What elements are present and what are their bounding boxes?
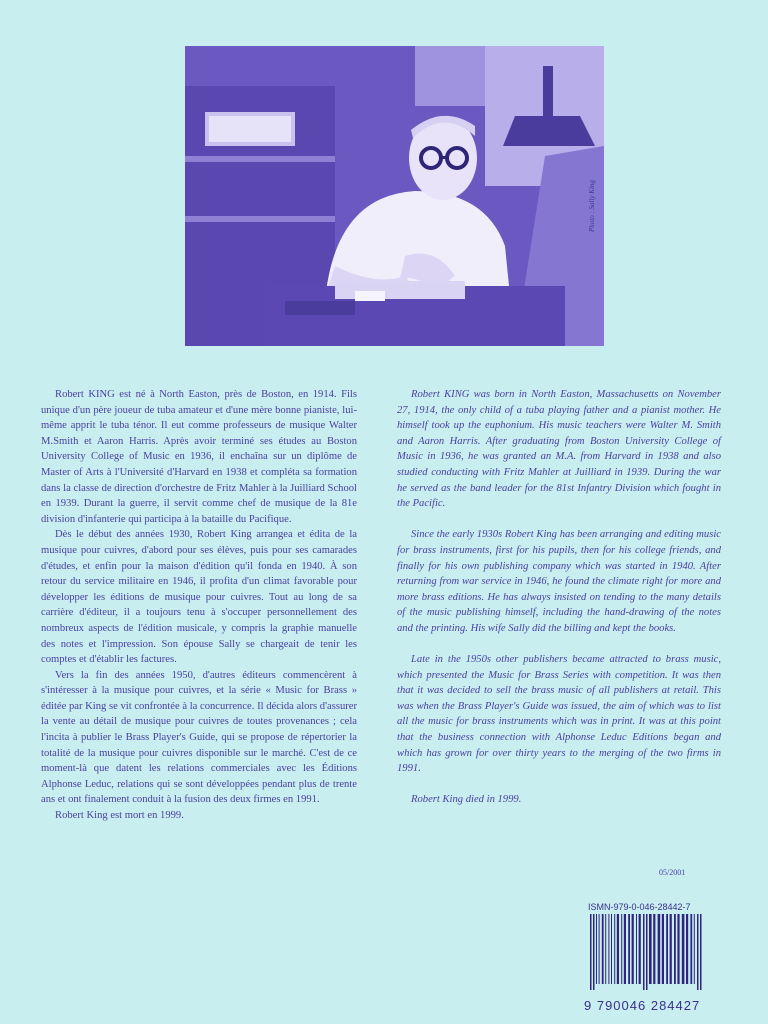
- barcode-bar: [653, 914, 655, 984]
- barcode-bar: [632, 914, 634, 984]
- barcode-bar: [700, 914, 702, 990]
- barcode-bar: [690, 914, 692, 984]
- english-column: [397, 387, 721, 824]
- photo-credit: Photo : Sally King: [588, 180, 596, 232]
- barcode-bar: [602, 914, 604, 984]
- portrait-illustration: [185, 46, 604, 346]
- french-paragraph: Dès le début des années 1930, Robert King arrangea et édita de la musique pour cuivres, d'abord pour ses élèves, puis pour ses camarades d'études, et enfin pour la maison d'édition qu'il fonda en 1940. À son retour du service militaire en 1946, il profita d'un climat favorable pour développer les éditions de musique pour cuivres. Tout au long de sa carrière d'éditeur, il a toujours tenu à s'occuper personnellement des nombreux aspects de l'édition musicale, y compris la graphie manuelle des notes et l'impression. Son épouse Sally se chargeait de tenir les comptes et d'établir les factures.: [41, 529, 357, 666]
- barcode-bar: [611, 914, 612, 984]
- barcode-bar: [636, 914, 637, 984]
- barcode-bar: [662, 914, 664, 984]
- barcode-bar: [666, 914, 668, 984]
- barcode-bar: [649, 914, 652, 984]
- barcode-digits: 9 790046 284427: [584, 998, 701, 1013]
- barcode-bar: [590, 914, 592, 990]
- french-paragraph: Vers la fin des années 1950, d'autres éditeurs commencèrent à s'intéresser à la musique pour cuivres, et la série « Music for Brass » éditée par King se vit confrontée à la concurrence. Il décida alors d'assurer la vente au détail de musique pour cuivres de toutes provenances ; cela l'incita à publier le Brass Player's Guide, qui se propose de répertorier la totalité de la musique pour cuivres disponible sur le marché. C'est de ce moment-là que datent les relations commerciales avec les Éditions Alphonse Leduc, relations qui se sont développées pendant plus de trente ans et ont finalement conduit à la fusion des deux firmes en 1991.: [41, 669, 357, 806]
- barcode-bar: [621, 914, 622, 984]
- english-paragraph: Since the early 1930s Robert King has been arranging and editing music for brass instruments, first for his pupils, then for his college friends, and finally for his own publishing company which was started in 1940. After returning from war service in 1946, he found the climate right for more and more brass editions. He has always insisted on tending to the many details of the music publishing himself, including the hand-drawing of the notes and the printing. His wife Sally did the billing and kept the books.: [397, 529, 721, 634]
- barcode-bar: [599, 914, 600, 984]
- barcode-bars: [584, 912, 730, 992]
- french-paragraph: Robert King est mort en 1999.: [55, 810, 184, 822]
- barcode-bar: [658, 914, 661, 984]
- barcode-bar: [608, 914, 609, 984]
- barcode-bar: [596, 914, 597, 984]
- barcode-bar: [628, 914, 630, 984]
- ismn-label: ISMN-979-0-046-28442-7: [588, 902, 691, 912]
- barcode-bar: [686, 914, 688, 984]
- french-column: [41, 387, 357, 824]
- barcode-bar: [617, 914, 619, 984]
- barcode-bar: [624, 914, 626, 984]
- barcode-bar: [593, 914, 595, 990]
- barcode-bar: [639, 914, 641, 984]
- barcode-bar: [694, 914, 695, 984]
- portrait-photo: [185, 46, 604, 346]
- barcode-bar: [605, 914, 606, 984]
- english-paragraph: Late in the 1950s other publishers became attracted to brass music, which presented the Music for Brass Series with competition. It was then that it was decided to sell the brass music of all publishers at retail. This was when the Brass Player's Guide was issued, the aim of which was to list all the music for brass instruments which was in print. It was at this point that the business connection with Alphonse Leduc Editions began and which has grown for over thirty years to the merging of the two firms in 1991.: [397, 654, 721, 775]
- publication-date: 05/2001: [659, 868, 686, 877]
- barcode-bar: [614, 914, 615, 984]
- french-paragraph: Robert KING est né à North Easton, près de Boston, en 1914. Fils unique d'un père joueur de tuba amateur et d'une mère bonne pianiste, lui-même apprit le tuba ténor. Il eut comme professeurs de musique Walter M.Smith et Aaron Harris. Après avoir terminé ses études au Boston University College of Music en 1936, il enchaîna sur un diplôme de Master of Arts à l'Université d'Harvard en 1938 et compléta sa formation dans la classe de direction d'orchestre de Fritz Mahler à la Juilliard School en 1939. Durant la guerre, il servit comme chef de musique de la 81e division d'infanterie qui participa à la bataille du Pacifique.: [41, 389, 357, 525]
- barcode-bar: [643, 914, 645, 990]
- english-paragraph: Robert KING was born in North Easton, Massachusetts on November 27, 1914, the only child of a tuba playing father and a pianist mother. He himself took up the euphonium. His music teachers were Walter M. Smith and Aaron Harris. After graduating from Boston University College of Music in 1936, he was granted an M.A. from Harvard in 1938 and also studied conducting with Fritz Mahler at Juilliard in 1939. During the war he served as the band leader for the 81st Infantry Division which fought in the Pacific.: [397, 389, 721, 510]
- barcode-bar: [697, 914, 699, 990]
- english-paragraph: Robert King died in 1999.: [411, 794, 522, 806]
- barcode-bar: [677, 914, 679, 984]
- barcode-bar: [646, 914, 648, 990]
- barcode-bar: [670, 914, 672, 984]
- barcode-bar: [674, 914, 676, 984]
- barcode-block: [584, 902, 734, 1020]
- barcode-bar: [682, 914, 685, 984]
